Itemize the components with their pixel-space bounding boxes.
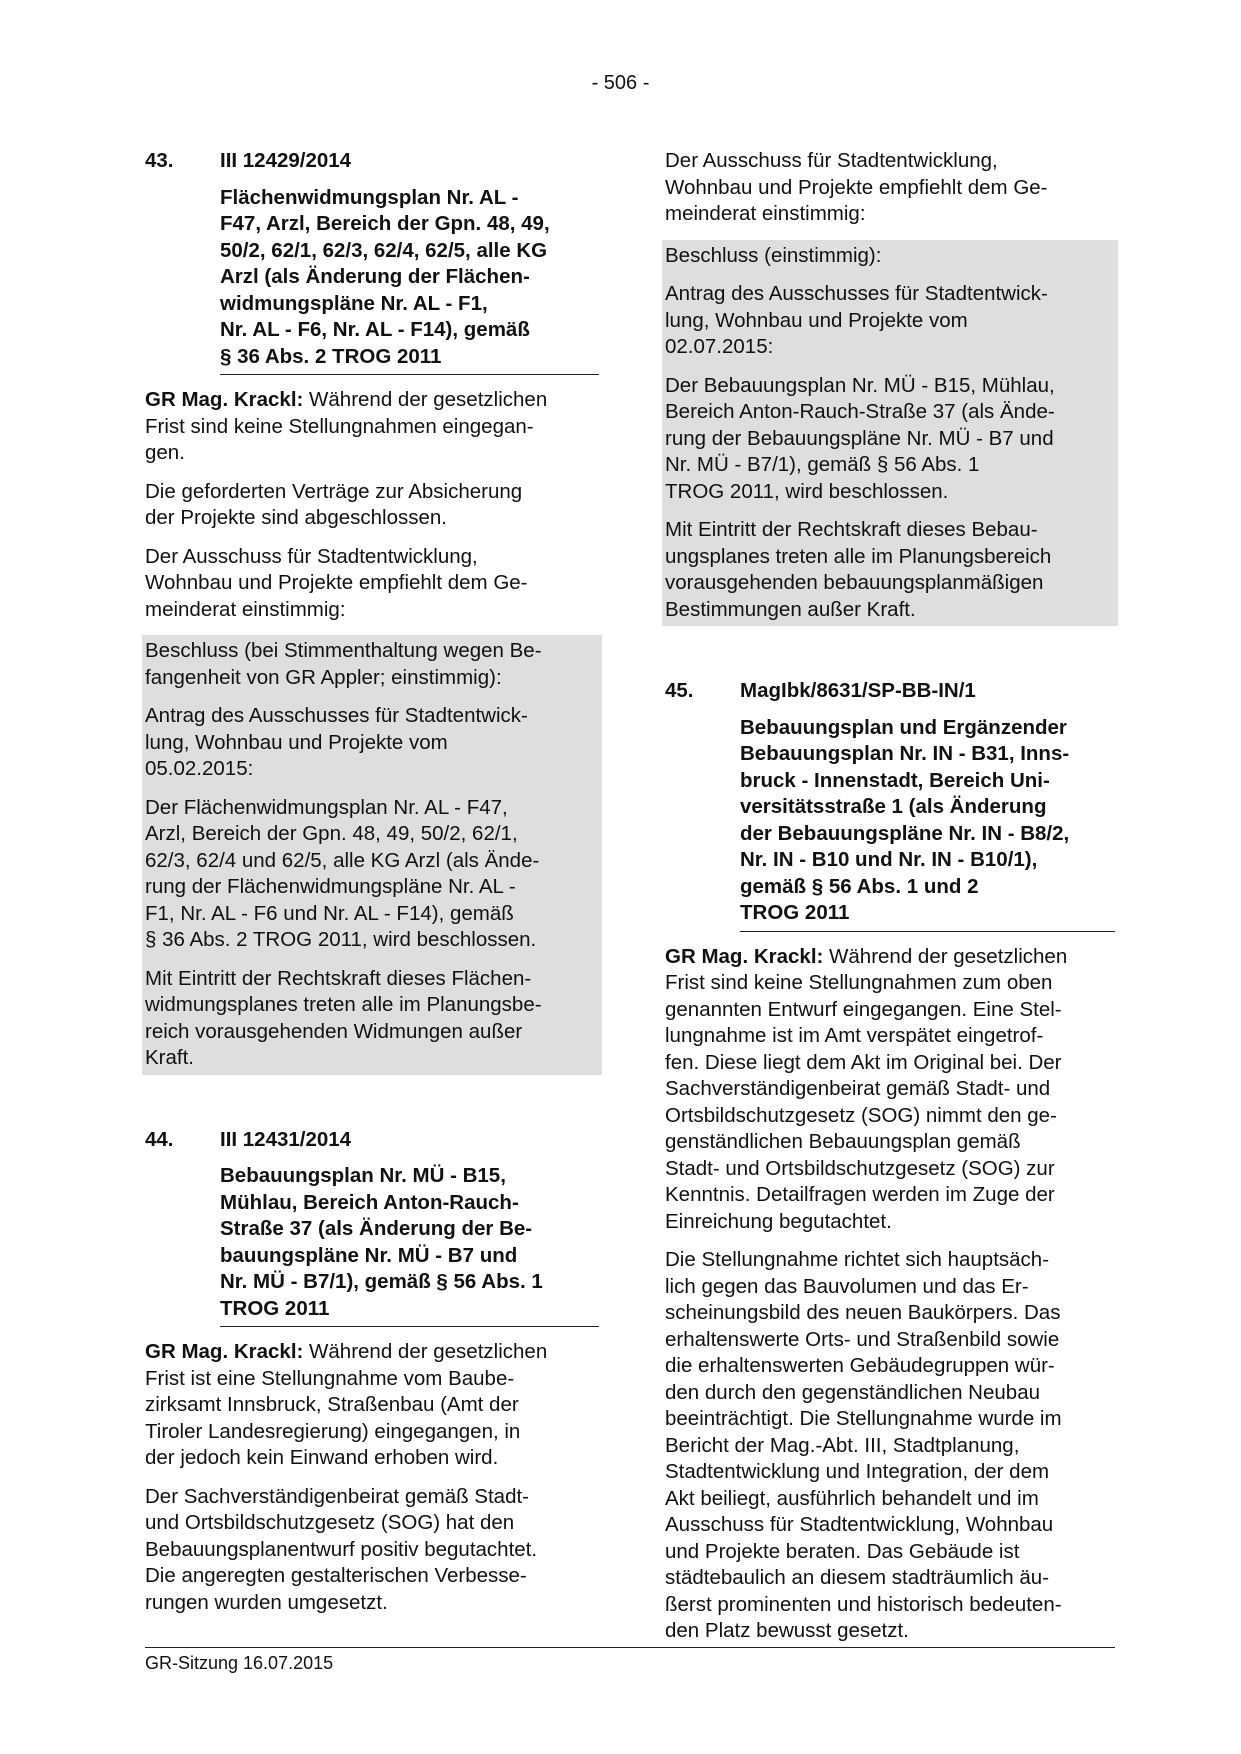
paragraph-line: ungsplanes treten alle im Planungsbereich [665,544,1052,568]
agenda-item-43 [145,148,599,1075]
paragraph-line: scheinungsbild des neuen Baukörpers. Das [665,1301,1061,1324]
resolution-beschluss [665,243,1115,270]
footer-divider [145,1647,1115,1648]
paragraph-line: Der Sachverständigenbeirat gemäß Stadt- [145,1484,530,1508]
title-line: versitätsstraße 1 (als Änderung [740,795,1047,818]
resolution-antrag [145,703,599,783]
paragraph-line: Der Bebauungsplan Nr. MÜ - B15, Mühlau, [665,373,1055,397]
item-heading [145,148,599,175]
paragraph-line: 05.02.2015: [145,757,254,780]
paragraph-line: Der Ausschuss für Stadtentwicklung, [145,544,478,568]
title-line: § 36 Abs. 2 TROG 2011 [220,344,442,368]
footer-text: GR-Sitzung 16.07.2015 [145,1653,334,1673]
paragraph-line: Mit Eintritt der Rechtskraft dieses Bebau- [665,518,1038,541]
paragraph-line: Wohnbau und Projekte empfiehlt dem Ge- [145,571,528,594]
item-reference: MagIbk/8631/SP-BB-IN/1 [740,679,976,702]
title-line: Flächenwidmungsplan Nr. AL - [220,185,519,209]
title-line: widmungspläne Nr. AL - F1, [220,291,488,315]
paragraph-line: Sachverständigenbeirat gemäß Stadt- und [665,1077,1051,1100]
left-column [145,148,599,1616]
paragraph-line: Die geforderten Verträge zur Absicherung [145,479,523,503]
title-line: F47, Arzl, Bereich der Gpn. 48, 49, [220,212,550,235]
paragraph-line: Stadt- und Ortsbildschutzgesetz (SOG) zur [665,1156,1055,1180]
title-line: TROG 2011 [740,901,850,924]
paragraph-line: fen. Diese liegt dem Akt im Original bei. Der [665,1050,1062,1074]
paragraph-line: der Projekte sind abgeschlossen. [145,506,447,529]
title-line: TROG 2011 [220,1296,330,1320]
title-line: Bebauungsplan und Ergänzender [740,715,1067,739]
item-title [220,1163,599,1327]
paragraph-line: meinderat einstimmig: [665,202,866,225]
resolution-beschluss [145,638,599,691]
right-column [665,148,1115,1645]
speaker-name: GR Mag. Krackl: [665,944,824,968]
title-line: gemäß § 56 Abs. 1 und 2 [740,874,979,898]
title-line: Nr. MÜ - B7/1), gemäß § 56 Abs. 1 [220,1270,543,1293]
item-title [220,185,599,376]
paragraph-line: lung, Wohnbau und Projekte vom [665,308,968,332]
paragraph-line: meinderat einstimmig: [145,597,346,621]
paragraph-line: Beschluss (bei Stimmenthaltung wegen Be- [145,639,542,662]
paragraph-line: die erhaltenswerten Gebäudegruppen wür- [665,1354,1055,1377]
paragraph-line: den durch den gegenständlichen Neubau [665,1380,1040,1404]
paragraph-line: § 36 Abs. 2 TROG 2011, wird beschlossen. [145,928,537,951]
item-reference: III 12429/2014 [220,149,352,172]
paragraph-line: lungnahme ist im Amt verspätet eingetrof- [665,1024,1044,1047]
paragraph-line: Frist sind keine Stellungnahmen eingegan- [145,414,534,438]
paragraph-line: Der Ausschuss für Stadtentwicklung, [665,149,998,172]
paragraph-line: genannten Entwurf eingegangen. Eine Stel- [665,997,1062,1021]
paragraph-line: Bereich Anton-Rauch-Straße 37 (als Ände- [665,400,1055,423]
paragraph-line: zirksamt Innsbruck, Straßenbau (Amt der [145,1393,519,1416]
paragraph-line: erhaltenswerte Orts- und Straßenbild sowie [665,1327,1060,1351]
paragraph-line: Der Flächenwidmungsplan Nr. AL - F47, [145,795,508,819]
item-reference: III 12431/2014 [220,1127,352,1151]
paragraph-line: Mit Eintritt der Rechtskraft dieses Flächen- [145,966,532,990]
paragraph-line: genständlichen Bebauungsplan gemäß [665,1130,1021,1153]
paragraph-line: Tiroler Landesregierung) eingegangen, in [145,1419,521,1443]
title-line: bauungspläne Nr. MÜ - B7 und [220,1243,518,1267]
item-number: 45. [665,679,694,702]
agenda-item-44-continued [665,148,1115,626]
resolution-antrag [665,281,1115,361]
title-line: Bebauungsplan Nr. MÜ - B15, [220,1164,506,1187]
paragraph-line: Stadtentwicklung und Integration, der dem [665,1460,1050,1483]
paragraph-line: und Projekte beraten. Das Gebäude ist [665,1539,1020,1563]
resolution-effect [145,966,599,1072]
paragraph [665,1247,1115,1645]
paragraph-line: lich gegen das Bauvolumen und das Er- [665,1274,1029,1298]
speaker-name: GR Mag. Krackl: [145,388,304,411]
title-line: Arzl (als Änderung der Flächen- [220,265,530,288]
speaker-paragraph [665,944,1115,1236]
paragraph [145,1484,599,1617]
title-line: der Bebauungspläne Nr. IN - B8/2, [740,821,1070,845]
speaker-name: GR Mag. Krackl: [145,1340,304,1363]
paragraph [145,479,599,532]
paragraph-line: reich vorausgehenden Widmungen außer [145,1019,523,1043]
resolution-box [142,635,602,1075]
paragraph-line: widmungsplanes treten alle im Planungsbe- [145,993,542,1016]
paragraph-line: Nr. MÜ - B7/1), gemäß § 56 Abs. 1 [665,453,980,476]
paragraph [145,544,599,624]
paragraph-line: ßerst prominenten und historisch bedeuten- [665,1592,1062,1616]
paragraph-line: Einreichung begutachtet. [665,1209,892,1233]
paragraph-line: fangenheit von GR Appler; einstimmig): [145,665,502,689]
paragraph-line: vorausgehenden bebauungsplanmäßigen [665,571,1044,594]
item-heading [665,678,1115,705]
paragraph-line: Frist ist eine Stellungnahme vom Baube- [145,1366,515,1390]
paragraph-line: Antrag des Ausschusses für Stadtentwick- [145,704,528,727]
paragraph-line: F1, Nr. AL - F6 und Nr. AL - F14), gemäß [145,901,514,925]
paragraph-line: Kenntnis. Detailfragen werden im Zuge der [665,1183,1055,1206]
resolution-box [662,240,1118,627]
paragraph-line: beeinträchtigt. Die Stellungnahme wurde im [665,1407,1062,1430]
paragraph-line: rung der Bebauungspläne Nr. MÜ - B7 und [665,426,1054,450]
paragraph-line: Während der gesetzlichen [823,944,1068,968]
paragraph [665,148,1115,228]
agenda-item-45 [665,678,1115,1645]
paragraph-line: Die angeregten gestalterischen Verbesse- [145,1564,527,1587]
paragraph-line: städtebaulich an diesem stadträumlich äu- [665,1566,1050,1589]
paragraph-line: Beschluss (einstimmig): [665,243,882,267]
title-line: Nr. IN - B10 und Nr. IN - B10/1), [740,848,1038,871]
paragraph-line: 62/3, 62/4 und 62/5, alle KG Arzl (als Ände- [145,848,540,872]
item-number: 44. [145,1127,174,1151]
paragraph-line: Während der gesetzlichen [303,1340,548,1363]
paragraph-line: Ortsbildschutzgesetz (SOG) nimmt den ge- [665,1103,1057,1127]
paragraph-line: der jedoch kein Einwand erhoben wird. [145,1446,499,1469]
paragraph-line: Bestimmungen außer Kraft. [665,597,916,621]
paragraph-line: Während der gesetzlichen [303,388,548,411]
paragraph-line: 02.07.2015: [665,335,774,358]
item-heading [145,1127,599,1154]
paragraph-line: gen. [145,441,185,464]
speaker-paragraph [145,1339,599,1472]
paragraph-line: Wohnbau und Projekte empfiehlt dem Ge- [665,175,1048,199]
paragraph-line: und Ortsbildschutzgesetz (SOG) hat den [145,1511,515,1534]
agenda-item-44 [145,1127,599,1617]
paragraph-line: Frist sind keine Stellungnahmen zum oben [665,971,1053,994]
title-line: Nr. AL - F6, Nr. AL - F14), gemäß [220,318,530,341]
resolution-effect [665,517,1115,623]
item-number: 43. [145,149,174,172]
paragraph-line: Bebauungsplanentwurf positiv begutachtet. [145,1537,538,1561]
resolution-text [145,795,599,954]
paragraph-line: Antrag des Ausschusses für Stadtentwick- [665,282,1048,305]
title-line: Straße 37 (als Änderung der Be- [220,1217,533,1240]
paragraph-line: Kraft. [145,1046,194,1069]
item-title [740,715,1115,932]
speaker-paragraph [145,387,599,467]
paragraph-line: TROG 2011, wird beschlossen. [665,479,949,503]
paragraph-line: den Platz bewusst gesetzt. [665,1619,909,1642]
paragraph-line: Ausschuss für Stadtentwicklung, Wohnbau [665,1513,1054,1536]
paragraph-line: lung, Wohnbau und Projekte vom [145,730,448,754]
title-line: Bebauungsplan Nr. IN - B31, Inns- [740,742,1070,765]
resolution-text [665,373,1115,506]
paragraph-line: Akt beiliegt, ausführlich behandelt und im [665,1486,1039,1510]
paragraph-line: Die Stellungnahme richtet sich hauptsäch- [665,1248,1050,1271]
paragraph-line: Arzl, Bereich der Gpn. 48, 49, 50/2, 62/1, [145,822,518,845]
paragraph-line: rung der Flächenwidmungspläne Nr. AL - [145,875,516,898]
title-line: bruck - Innenstadt, Bereich Uni- [740,768,1050,792]
paragraph-line: rungen wurden umgesetzt. [145,1590,388,1614]
paragraph-line: Bericht der Mag.-Abt. III, Stadtplanung, [665,1433,1020,1457]
title-line: Mühlau, Bereich Anton-Rauch- [220,1190,519,1214]
title-line: 50/2, 62/1, 62/3, 62/4, 62/5, alle KG [220,238,548,262]
page-number: - 506 - [591,72,650,94]
